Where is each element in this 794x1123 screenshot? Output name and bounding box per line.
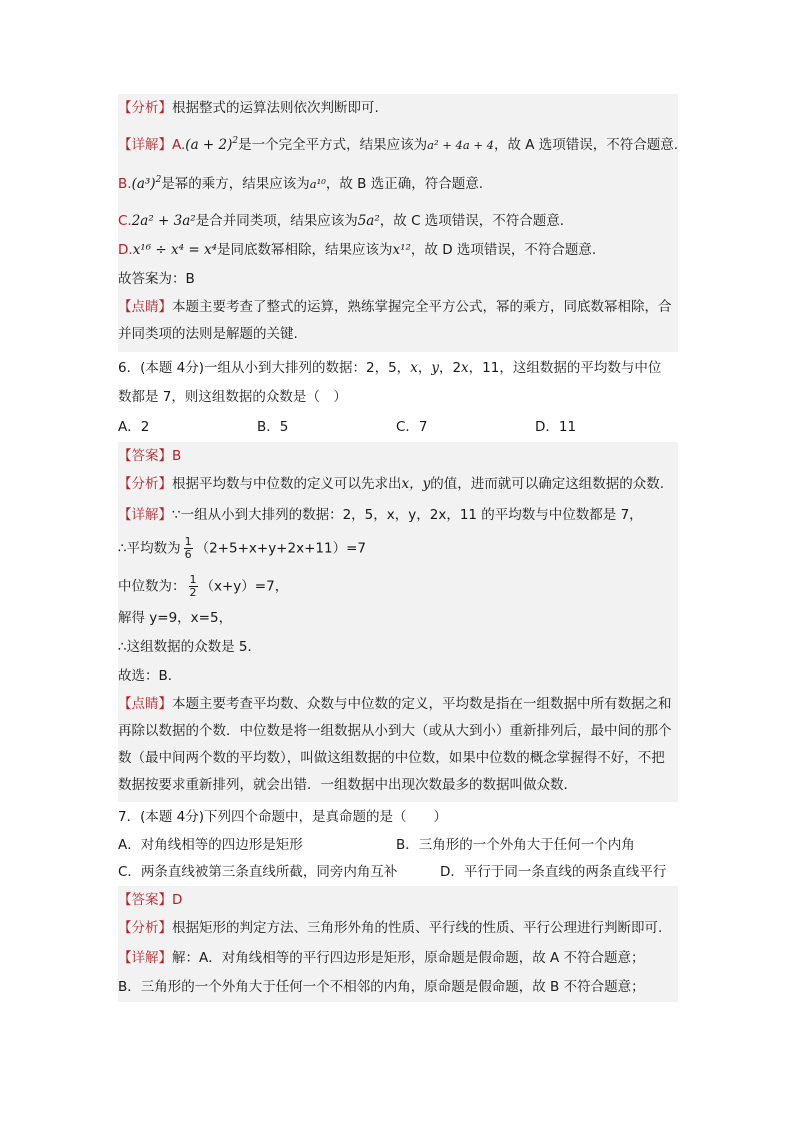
detail-line-1 bbox=[118, 498, 678, 530]
content-column bbox=[118, 94, 678, 1002]
detail-line-b: B．三角形的一个外角大于任何一个不相邻的内角，原命题是假命题，故 B 不符合题意； bbox=[118, 979, 645, 995]
stem-text-c: ，11，这组数据的平均数与中位 bbox=[468, 360, 662, 376]
solution-block-q5 bbox=[118, 94, 678, 352]
fraction-one-sixth bbox=[184, 536, 193, 561]
option-a[interactable]: A．2 bbox=[118, 419, 150, 435]
choose-line: 故选：B． bbox=[118, 668, 182, 684]
answer-line bbox=[118, 886, 678, 915]
answer-line: 故答案为：B bbox=[118, 271, 195, 287]
detail-d-text2: ，故 D 选项错误，不符合题意. bbox=[410, 242, 597, 258]
detail-a-text1: 是一个完全平方式，结果应该为 bbox=[238, 137, 428, 153]
detail-a-text2: ，故 A 选项错误，不符合题意. bbox=[493, 137, 679, 153]
stem-separator: ， bbox=[417, 360, 432, 376]
formula-a-exponent: 2 bbox=[232, 136, 239, 146]
option-d[interactable]: D．11 bbox=[535, 419, 577, 435]
question-7-options-row1 bbox=[118, 832, 678, 858]
mean-expression: （2+5+x+y+2x+11）=7 bbox=[195, 540, 366, 557]
analysis-paragraph bbox=[118, 915, 678, 942]
option-d[interactable]: D．平行于同一条直线的两条直线平行 bbox=[440, 864, 667, 880]
comment-text: 本题主要考查了整式的运算，熟练掌握完全平方公式，幂的乘方，同底数幂相除，合并同类项的法则是解题的关键. bbox=[118, 299, 672, 342]
option-c[interactable]: C．7 bbox=[396, 419, 428, 435]
answer-value: D bbox=[172, 892, 183, 908]
question-7-options-row2 bbox=[118, 858, 678, 886]
result-d: x¹² bbox=[392, 242, 411, 258]
answer-line bbox=[118, 442, 678, 471]
result-c: 5a² bbox=[357, 213, 380, 229]
question-7 bbox=[118, 802, 678, 886]
detail-b-text2: ，故 B 选正确，符合题意. bbox=[325, 176, 484, 192]
analysis-paragraph bbox=[118, 471, 678, 498]
fraction-denominator: 2 bbox=[189, 586, 197, 599]
option-c-prefix: C. bbox=[118, 213, 132, 229]
variable-y: y bbox=[431, 360, 439, 376]
option-a-prefix: A. bbox=[172, 137, 186, 153]
comment-paragraph bbox=[118, 294, 678, 352]
mean-prefix: ∴平均数为 bbox=[118, 540, 181, 557]
fraction-denominator: 6 bbox=[184, 548, 192, 561]
variable-x: x bbox=[410, 360, 418, 376]
detail-line-a bbox=[118, 942, 678, 973]
detail-text-a: 解：A．对角线相等的平行四边形是矩形，原命题是假命题，故 A 不符合题意； bbox=[172, 950, 645, 966]
median-prefix: 中位数为： bbox=[118, 578, 186, 595]
detail-c-text2: ，故 C 选项错误，不符合题意. bbox=[379, 213, 565, 229]
fraction-one-half bbox=[189, 574, 198, 599]
formula-b: (a³) bbox=[131, 176, 156, 192]
option-c[interactable]: C．两条直线被第三条直线所截，同旁内角互补 bbox=[118, 864, 398, 880]
formula-c: 2a² + 3a² bbox=[131, 213, 196, 229]
variable-x-2: x bbox=[461, 360, 469, 376]
median-line bbox=[118, 566, 678, 604]
question-6-stem-line1 bbox=[118, 356, 678, 383]
comment-tag: 【点睛】 bbox=[118, 299, 172, 315]
formula-b-exponent: 2 bbox=[155, 175, 162, 185]
detail-b-text1: 是幂的乘方，结果应该为 bbox=[161, 176, 310, 192]
answer-value: B bbox=[172, 448, 182, 464]
detail-line-a bbox=[118, 123, 678, 160]
result-b: a¹⁰ bbox=[309, 177, 326, 191]
detail-tag: 【详解】 bbox=[118, 507, 172, 523]
mean-line bbox=[118, 530, 678, 566]
analysis-text: 根据矩形的判定方法、三角形外角的性质、平行线的性质、平行公理进行判断即可. bbox=[172, 920, 663, 936]
median-expression: （x+y）=7， bbox=[200, 578, 289, 595]
detail-line-d bbox=[118, 236, 678, 265]
question-6-options bbox=[118, 412, 678, 442]
detail-line-c bbox=[118, 199, 678, 236]
option-b-prefix: B. bbox=[118, 176, 132, 192]
option-b[interactable]: B．三角形的一个外角大于任何一个内角 bbox=[396, 837, 635, 853]
analysis-variables: x，y bbox=[401, 476, 431, 492]
analysis-tag: 【分析】 bbox=[118, 476, 172, 492]
analysis-tag: 【分析】 bbox=[118, 920, 172, 936]
stem-text-a: 6．(本题 4分)一组从小到大排列的数据：2，5， bbox=[118, 360, 411, 376]
stem-text-b: ，2 bbox=[438, 360, 462, 376]
detail-tag: 【详解】 bbox=[118, 137, 172, 153]
question-7-stem: 7．(本题 4分)下列四个命题中，是真命题的是（ ） bbox=[118, 809, 448, 825]
answer-tag: 【答案】 bbox=[118, 892, 172, 908]
analysis-line bbox=[118, 94, 678, 123]
comment-text: 本题主要考查平均数、众数与中位数的定义，平均数是指在一组数据中所有数据之和再除以数据的个数．中位数是将一组数据从小到大（或从大到小）重新排列后，最中间的那个数（最中间两个数的平均数），叫做这组数据的中位数，如果中位数的概念掌握得不好，不把数据按要求重新排列，就会出错．一组数据中出现次数最多的数据叫做众数． bbox=[118, 696, 672, 793]
detail-line-b bbox=[118, 160, 678, 199]
detail-tag: 【详解】 bbox=[118, 950, 172, 966]
solution-block-q6 bbox=[118, 442, 678, 802]
mode-line: ∴这组数据的众数是 5． bbox=[118, 639, 261, 655]
fraction-numerator: 1 bbox=[189, 573, 197, 586]
detail-d-text1: 是同底数幂相除，结果应该为 bbox=[216, 242, 393, 258]
detail-text-1: ∵一组从小到大排列的数据：2，5，x，y，2x，11 的平均数与中位数都是 7， bbox=[172, 507, 643, 523]
comment-tag: 【点睛】 bbox=[118, 696, 172, 712]
fraction-numerator: 1 bbox=[184, 535, 192, 548]
analysis-text-b: 的值，进而就可以确定这组数据的众数. bbox=[430, 476, 665, 492]
analysis-tag: 【分析】 bbox=[118, 100, 172, 116]
question-6 bbox=[118, 352, 678, 442]
solution-block-q7 bbox=[118, 886, 678, 1002]
option-d-prefix: D. bbox=[118, 242, 133, 258]
comment-paragraph bbox=[118, 691, 678, 802]
formula-a: (a + 2) bbox=[185, 137, 233, 153]
detail-c-text1: 是合并同类项，结果应该为 bbox=[195, 213, 358, 229]
formula-d: x¹⁶ ÷ x⁴ = x⁴ bbox=[132, 242, 217, 258]
analysis-text: 根据整式的运算法则依次判断即可. bbox=[172, 100, 379, 116]
analysis-text-a: 根据平均数与中位数的定义可以先求出 bbox=[172, 476, 402, 492]
option-b[interactable]: B．5 bbox=[257, 419, 289, 435]
result-a: a² + 4a + 4 bbox=[427, 138, 494, 152]
option-a[interactable]: A．对角线相等的四边形是矩形 bbox=[118, 837, 303, 853]
question-6-stem-line2: 数都是 7，则这组数据的众数是（ ） bbox=[118, 389, 347, 405]
answer-tag: 【答案】 bbox=[118, 448, 172, 464]
solve-line: 解得 y=9，x=5， bbox=[118, 610, 233, 626]
